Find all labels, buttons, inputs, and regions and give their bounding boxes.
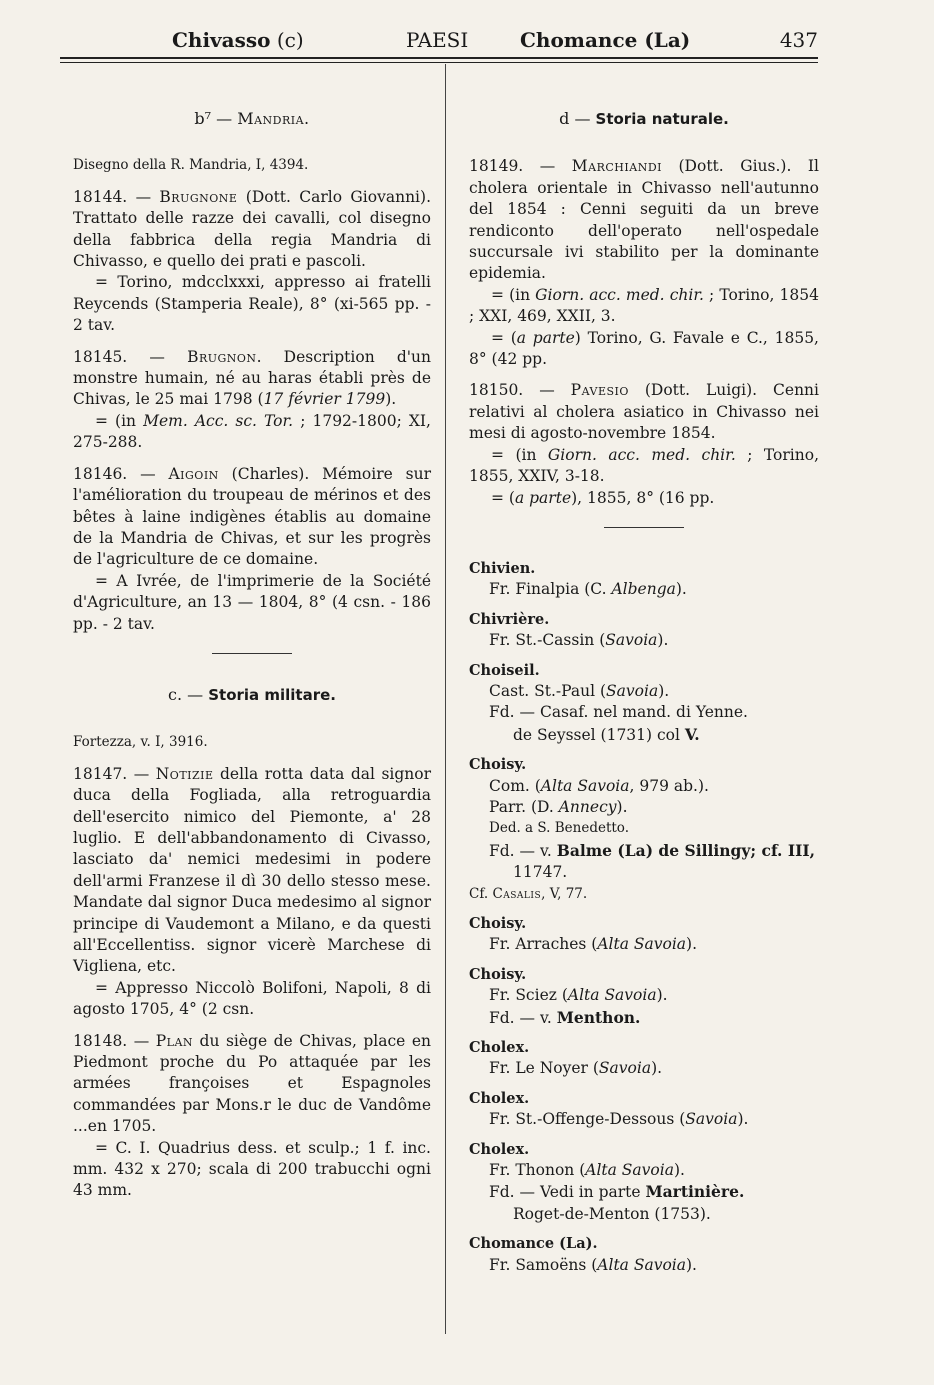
header-rule-thick: [60, 57, 818, 59]
section-heading-storia-militare: c. — Storia militare.: [168, 684, 336, 704]
place-cholex: Cholex. Fr. Thonon (Alta Savoia). Fd. — Vedi in parte Martinière. Roget-de-Menton (1753).: [469, 1140, 745, 1223]
place-chivriere: Chivrière. Fr. St.-Cassin (Savoia).: [469, 610, 669, 650]
entry-18147: 18147. — Notizie della rotta data dal signor duca della Fogliada, alla retroguardia dell'esercito nimico del Piemonte, a' 28 luglio. E dell'abbandonamento di Civasso, lasciato da' nemici medesimi in podere dell'armi Franzese il dì 30 dello stesso mese. Mandate dal signor Duca medesimo al signor principe di Vaudemont a Milano, e da questi all'Eccellentiss. signor vicerè Marchese di Vigliena, etc. = Appresso Niccolò Bolifoni, Napoli, 8 di agosto 1705, 4° (2 csn.: [73, 764, 431, 1019]
place-choisy: Choisy. Fr. Arraches (Alta Savoia).: [469, 915, 698, 954]
place-cholex: Cholex. Fr. Le Noyer (Savoia).: [469, 1039, 663, 1078]
section-reference: Fortezza, v. I, 3916.: [73, 734, 208, 751]
header-center: PAESI: [406, 28, 469, 52]
place-chomance: Chomance (La). Fr. Samoëns (Alta Savoia).: [469, 1235, 697, 1274]
page-number: 437: [779, 28, 818, 52]
section-heading-mandria: b⁷ — Mandria.: [194, 109, 310, 128]
place-choiseil: Choiseil. Cast. St.-Paul (Savoia). Fd. — Casaf. nel mand. di Yenne. de Seyssel (1731) col V.: [469, 661, 748, 744]
separator: [604, 527, 684, 528]
section-reference: Disegno della R. Mandria, I, 4394.: [73, 157, 309, 174]
header-rule-thin: [60, 62, 818, 63]
header-right: Chomance (La): [520, 28, 691, 52]
entry-18149: 18149. — Marchiandi (Dott. Gius.). Il cholera orientale in Chivasso nell'autunno del 1854 : Cenni seguiti da un breve rendiconto dell'operato nell'ospedale succursale ivi stabilito per la dominante epidemia. = (in Giorn. acc. med. chir. ; Torino, 1854 ; XXI, 469, XXII, 3. = (a parte) Torino, G. Favale e C., 1855, 8° (42 pp.: [469, 157, 820, 369]
place-cholex: Cholex. Fr. St.-Offenge-Dessous (Savoia).: [469, 1089, 749, 1129]
separator: [212, 653, 292, 654]
column-divider: [445, 64, 446, 1334]
place-choisy: Choisy. Com. (Alta Savoia, 979 ab.). Parr. (D. Annecy). Ded. a S. Benedetto. Fd. — v. Balme (La) de Sillingy; cf. III, 11747. Cf. Casalis, V, 77.: [469, 756, 815, 902]
entry-18146: 18146. — Aigoin (Charles). Mémoire sur l'amélioration du troupeau de mérinos et des bêtes à laine indigènes établis au domaine de la Mandria de Chivas, et sur les progrès de l'agriculture de ce domaine. = A Ivrée, de l'imprimerie de la Société d'Agriculture, an 13 — 1804, 8° (4 csn. - 186 pp. - 2 tav.: [73, 464, 431, 633]
section-heading-storia-naturale: d — Storia naturale.: [559, 109, 729, 128]
entry-18148: 18148. — Plan du siège de Chivas, place en Piedmont proche du Po attaquée par les armées françoises et Espagnoles commandées par Mons.r le duc de Vandôme ...en 1705. = C. I. Quadrius dess. et sculp.; 1 f. inc. mm. 432 x 270; scala di 200 trabucchi ogni 43 mm.: [73, 1031, 431, 1200]
entry-18144: 18144. — Brugnone (Dott. Carlo Giovanni). Trattato delle razze dei cavalli, col disegno della fabbrica della regia Mandria di Chivasso, e quello dei prati e pascoli. = Torino, mdcclxxxi, appresso ai fratelli Reycends (Stamperia Reale), 8° (xi-565 pp. - 2 tav.: [73, 187, 431, 335]
left-column: [73, 108, 431, 1212]
page-header: [60, 28, 818, 56]
place-chivien: Chivien. Fr. Finalpia (C. Albenga).: [469, 559, 687, 599]
entry-18150: 18150. — Pavesio (Dott. Luigi). Cenni relativi al cholera asiatico in Chivasso nei mesi di agosto-novembre 1854. = (in Giorn. acc. med. chir. ; Torino, 1855, XXIV, 3-18. = (a parte), 1855, 8° (16 pp.: [469, 381, 820, 507]
entry-18145: 18145. — Brugnon. Description d'un monstre humain, né au haras établi près de Chivas, le 25 mai 1798 (17 février 1799). = (in Mem. Acc. sc. Tor. ; 1792-1800; XI, 275-288.: [73, 347, 431, 452]
right-column: [469, 108, 819, 1284]
place-choisy: Choisy. Fr. Sciez (Alta Savoia). Fd. — v. Menthon.: [469, 965, 668, 1027]
header-left: Chivasso (c): [172, 28, 304, 52]
